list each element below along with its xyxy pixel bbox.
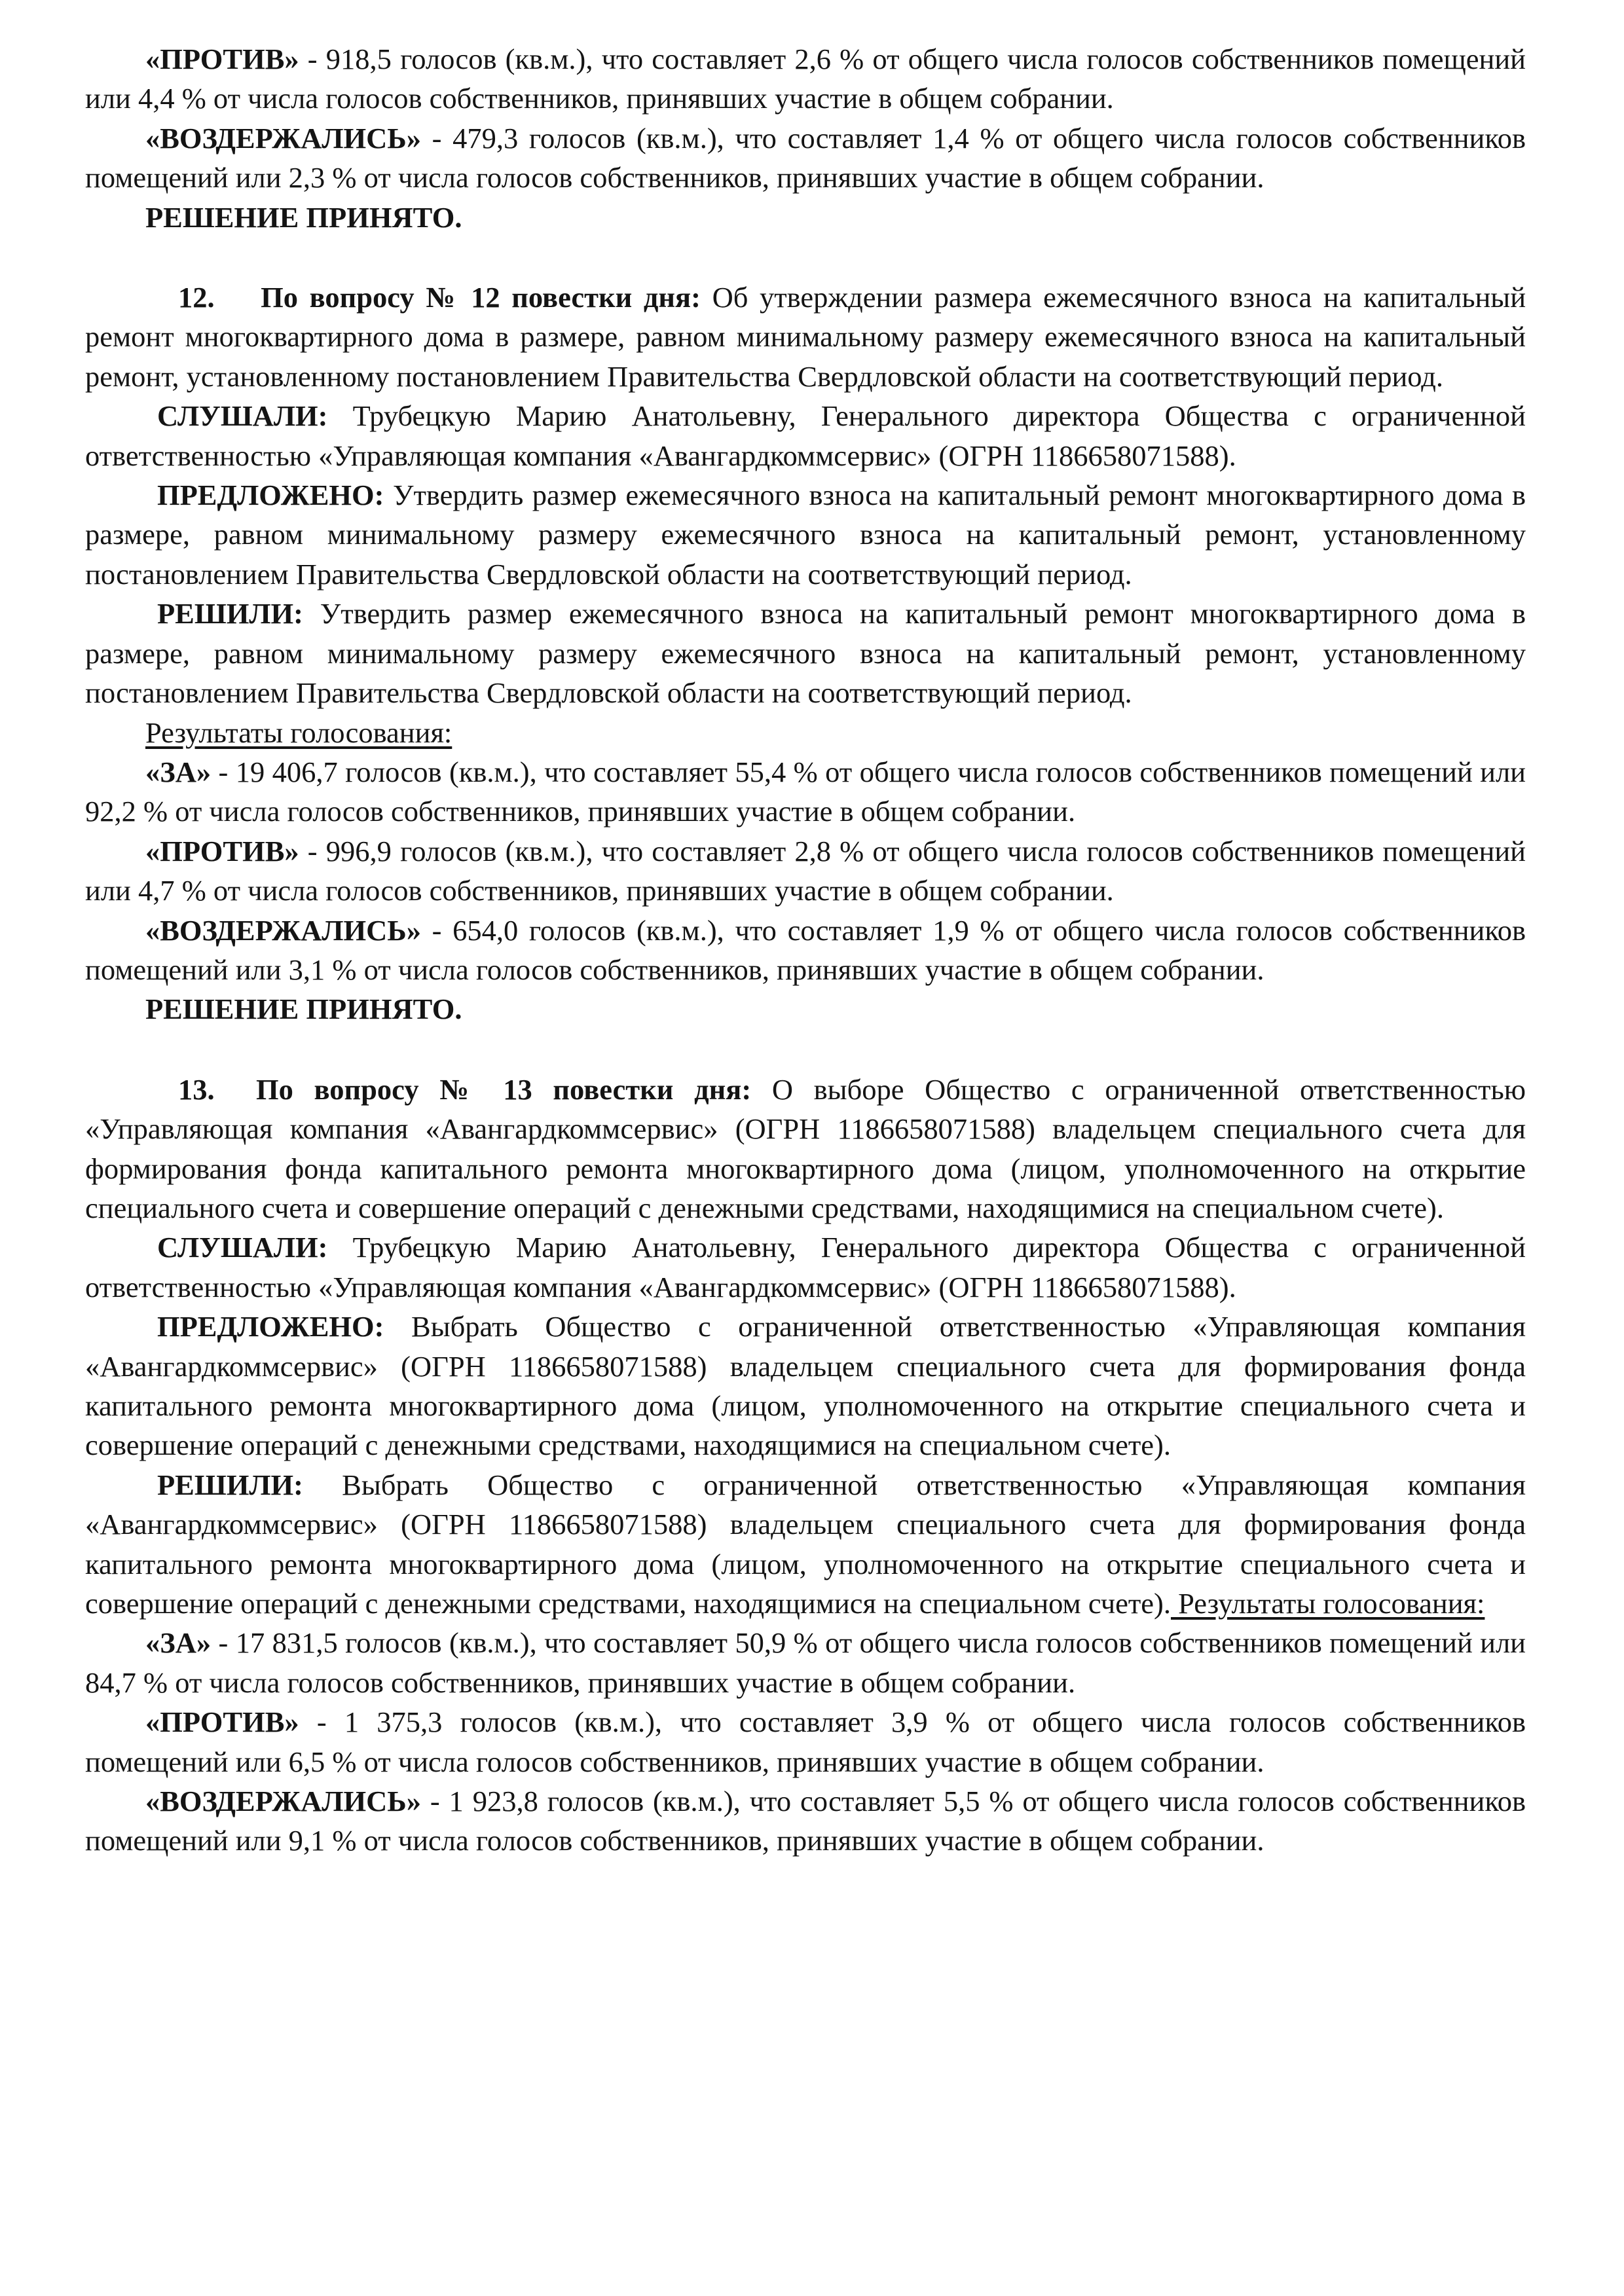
item13-proposed xyxy=(85,1307,1526,1465)
for-text: - 19 406,7 голосов (кв.м.), что составляет 55,4 % от общего числа голосов собственников помещений или 92,2 % от числа голосов собственников, принявших участие в общем собрании. xyxy=(85,755,1526,828)
resolved-label: РЕШИЛИ: xyxy=(157,1468,303,1501)
abstained-text: - 1 923,8 голосов (кв.м.), что составляет 5,5 % от общего числа голосов собственников помещений или 9,1 % от числа голосов собственников, принявших участие в общем собрании. xyxy=(85,1785,1526,1857)
item13-abstained-paragraph xyxy=(85,1781,1526,1861)
item11-against-paragraph xyxy=(85,39,1526,118)
item13-question-text: О выборе Общество с ограниченной ответственностью «Управляющая компания «Авангардкоммсервис» (ОГРН 1186658071588) владельцем специального счета для формирования фонда капитального ремонта многоквартирного дома (лицом, уполномоченного на открытие специального счета и совершение операций с денежными средствами, находящимися на специальном счете). xyxy=(85,1072,1526,1224)
abstained-label: «ВОЗДЕРЖАЛИСЬ» xyxy=(145,1785,421,1818)
resolved-text: Утвердить размер ежемесячного взноса на капитальный ремонт многоквартирного дома в размере, равном минимальному размеру ежемесячного взноса на капитальный ремонт, установленному постановлением Правительства Свердловской области на соответствующий период. xyxy=(85,597,1526,710)
for-label: «ЗА» xyxy=(145,1626,212,1660)
item13-question xyxy=(85,1070,1526,1228)
item13-heard xyxy=(85,1228,1526,1307)
against-text: - 918,5 голосов (кв.м.), что составляет 2,6 % от общего числа голосов собственников помещений или 4,4 % от числа голосов собственников, принявших участие в общем собрании. xyxy=(85,43,1526,115)
against-label: «ПРОТИВ» xyxy=(145,1705,299,1739)
item13-resolved xyxy=(85,1465,1526,1624)
item12-question-label: По вопросу № 12 повестки дня: xyxy=(261,281,701,314)
for-label: «ЗА» xyxy=(145,755,212,788)
item11-abstained-paragraph xyxy=(85,118,1526,198)
item12-question xyxy=(85,278,1526,396)
item12-proposed xyxy=(85,475,1526,594)
proposed-label: ПРЕДЛОЖЕНО: xyxy=(157,479,384,512)
heard-text: Трубецкую Марию Анатольевну, Генерального директора Общества с ограниченной ответственностью «Управляющая компания «Авангардкоммсервис» (ОГРН 1186658071588). xyxy=(85,1231,1526,1303)
document-page xyxy=(85,39,1526,1861)
item12-question-text: Об утверждении размера ежемесячного взноса на капитальный ремонт многоквартирного дома в размере, равном минимальному размеру ежемесячного взноса на капитальный ремонт, установленному постановлением Правительства Свердловской области на соответствующий период. xyxy=(85,281,1526,393)
item12-abstained-paragraph xyxy=(85,911,1526,990)
item13-against-paragraph xyxy=(85,1702,1526,1781)
against-label: «ПРОТИВ» xyxy=(145,43,299,75)
abstained-text: - 479,3 голосов (кв.м.), что составляет 1,4 % от общего числа голосов собственников помещений или 2,3 % от числа голосов собственников, принявших участие в общем собрании. xyxy=(85,121,1526,194)
item13-number: 13. xyxy=(178,1072,215,1106)
resolved-text: Выбрать Общество с ограниченной ответственностью «Управляющая компания «Авангардкоммсервис» (ОГРН 1186658071588) владельцем специального счета для формирования фонда капитального ремонта многоквартирного дома (лицом, уполномоченного на открытие специального счета и совершение операций с денежными средствами, находящимися на специальном счете). xyxy=(85,1468,1526,1620)
heard-label: СЛУШАЛИ: xyxy=(157,399,328,433)
proposed-label: ПРЕДЛОЖЕНО: xyxy=(157,1310,384,1343)
heard-label: СЛУШАЛИ: xyxy=(157,1231,328,1264)
abstained-label: «ВОЗДЕРЖАЛИСЬ» xyxy=(145,913,421,947)
item13-results-label: Результаты голосования: xyxy=(1170,1587,1485,1620)
proposed-text: Утвердить размер ежемесячного взноса на капитальный ремонт многоквартирного дома в размере, равном минимальному размеру ежемесячного взноса на капитальный ремонт, установленному постановлением Правительства Свердловской области на соответствующий период. xyxy=(85,479,1526,591)
item12-number: 12. xyxy=(178,281,215,314)
item12-for-paragraph xyxy=(85,752,1526,831)
for-text: - 17 831,5 голосов (кв.м.), что составляет 50,9 % от общего числа голосов собственников помещений или 84,7 % от числа голосов собственников, принявших участие в общем собрании. xyxy=(85,1626,1526,1699)
item11-decision: РЕШЕНИЕ ПРИНЯТО. xyxy=(145,200,462,234)
item12-heard xyxy=(85,396,1526,475)
heard-text: Трубецкую Марию Анатольевну, Генерального директора Общества с ограниченной ответственностью «Управляющая компания «Авангардкоммсервис» (ОГРН 1186658071588). xyxy=(85,399,1526,472)
against-text: - 1 375,3 голосов (кв.м.), что составляет 3,9 % от общего числа голосов собственников помещений или 6,5 % от числа голосов собственников, принявших участие в общем собрании. xyxy=(85,1705,1526,1778)
abstained-label: «ВОЗДЕРЖАЛИСЬ» xyxy=(145,121,421,155)
item12-results-label: Результаты голосования: xyxy=(145,716,452,749)
against-label: «ПРОТИВ» xyxy=(145,834,299,867)
item12-against-paragraph xyxy=(85,831,1526,911)
proposed-text: Выбрать Общество с ограниченной ответственностью «Управляющая компания «Авангардкоммсервис» (ОГРН 1186658071588) владельцем специального счета для формирования фонда капитального ремонта многоквартирного дома (лицом, уполномоченного на открытие специального счета и совершение операций с денежными средствами, находящимися на специальном счете). xyxy=(85,1310,1526,1462)
against-text: - 996,9 голосов (кв.м.), что составляет 2,8 % от общего числа голосов собственников помещений или 4,7 % от числа голосов собственников, принявших участие в общем собрании. xyxy=(85,834,1526,907)
item13-for-paragraph xyxy=(85,1623,1526,1702)
resolved-label: РЕШИЛИ: xyxy=(157,597,303,630)
item12-resolved xyxy=(85,594,1526,712)
abstained-text: - 654,0 голосов (кв.м.), что составляет 1,9 % от общего числа голосов собственников помещений или 3,1 % от числа голосов собственников, принявших участие в общем собрании. xyxy=(85,913,1526,986)
item13-question-label: По вопросу № 13 повестки дня: xyxy=(256,1072,752,1106)
item12-decision: РЕШЕНИЕ ПРИНЯТО. xyxy=(145,993,462,1026)
